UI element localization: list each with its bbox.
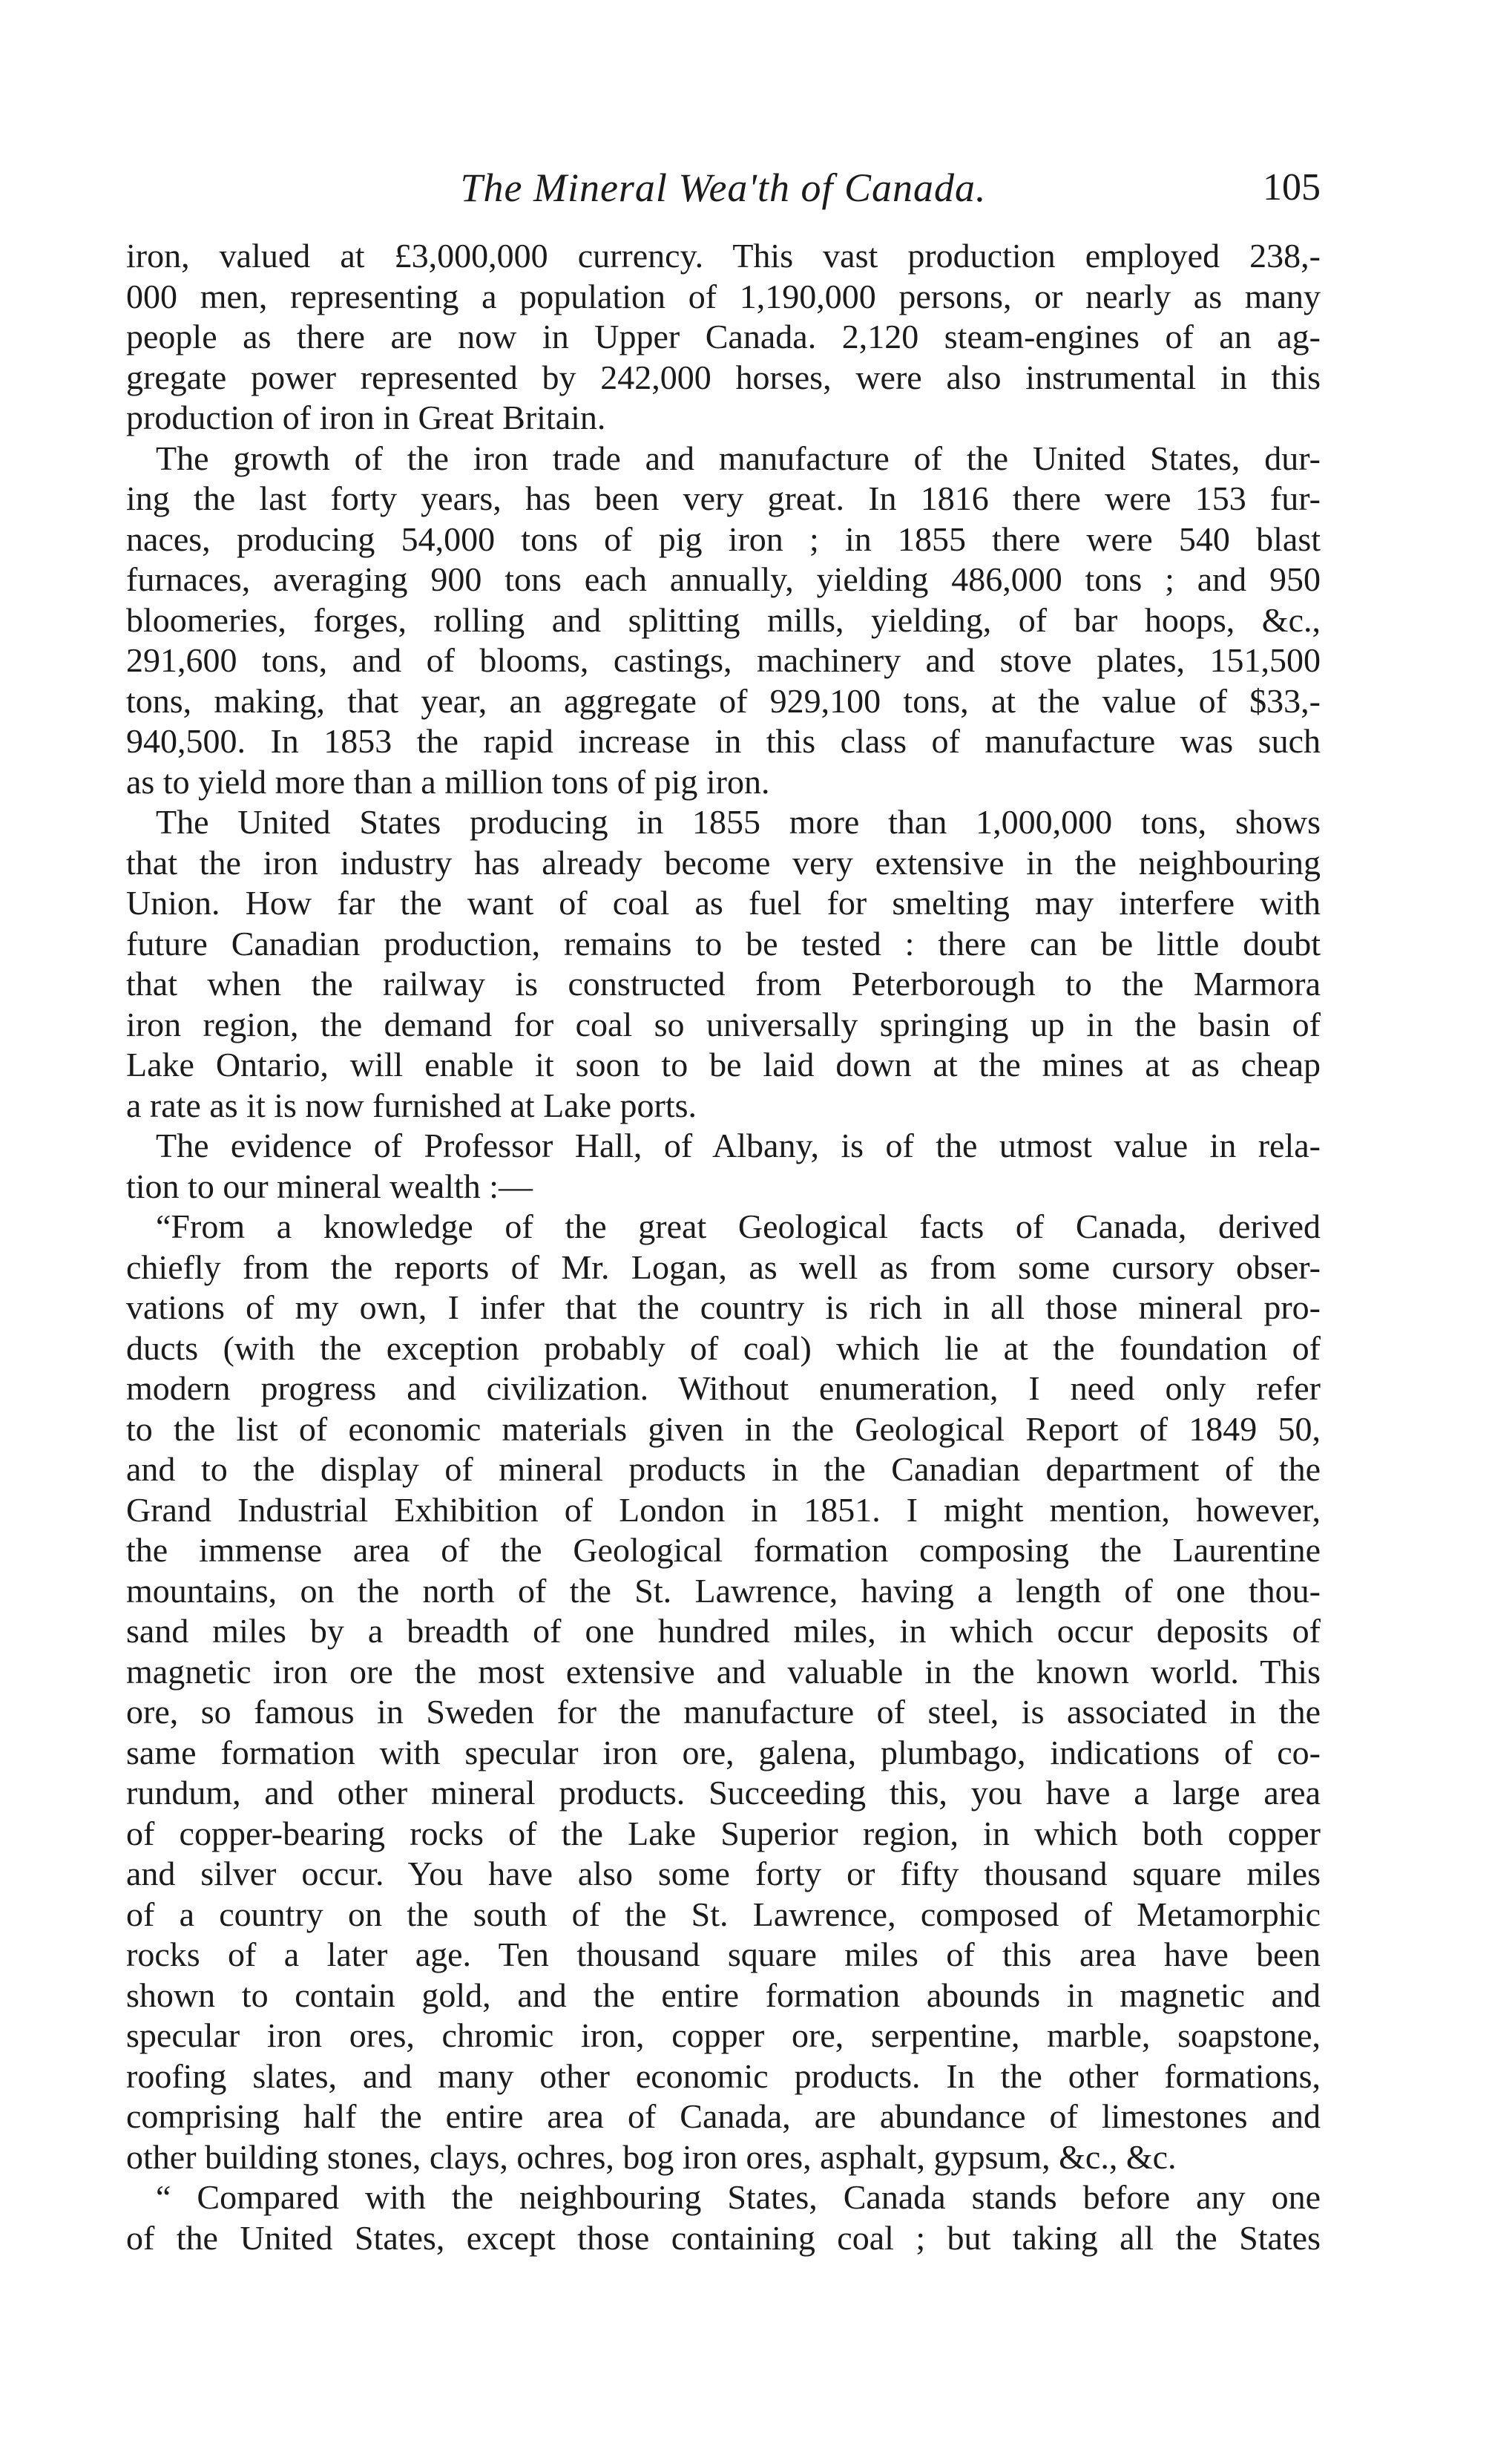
text-line: rundum, and other mineral products. Succeeding this, you have a large area — [126, 1774, 1321, 1812]
page-number: 105 — [1263, 166, 1321, 209]
text-line: specular iron ores, chromic iron, copper ore, serpentine, marble, soapstone, — [126, 2016, 1321, 2054]
text-line: production of iron in Great Britain. — [126, 399, 606, 436]
text-line: chiefly from the reports of Mr. Logan, as well as from some cursory obser- — [126, 1248, 1321, 1286]
text-line: as to yield more than a million tons of pig iron. — [126, 762, 770, 801]
text-line: tons, making, that year, an aggregate of 929,100 tons, at the value of $33,- — [126, 681, 1321, 720]
text-line: of copper-bearing rocks of the Lake Superior region, in which both copper — [126, 1814, 1321, 1852]
text-line: and silver occur. You have also some forty or fifty thousand square miles — [126, 1855, 1321, 1892]
text-line: ing the last forty years, has been very great. In 1816 there were 153 fur- — [126, 479, 1321, 517]
text-line: a rate as it is now furnished at Lake ports. — [126, 1086, 697, 1124]
text-line: of a country on the south of the St. Lawrence, composed of Metamorphic — [126, 1895, 1321, 1933]
text-line: magnetic iron ore the most extensive and valuable in the known world. This — [126, 1652, 1321, 1691]
text-line: ducts (with the exception probably of coal) which lie at the foundation of — [126, 1328, 1321, 1367]
text-line: Grand Industrial Exhibition of London in 1851. I might mention, however, — [126, 1490, 1321, 1529]
text-line: modern progress and civilization. Without enumeration, I need only refer — [126, 1369, 1321, 1407]
text-line: to the list of economic materials given in the Geological Report of 1849 50, — [126, 1409, 1321, 1448]
text-line: roofing slates, and many other economic products. In the other formations, — [126, 2056, 1321, 2095]
text-line: Lake Ontario, will enable it soon to be laid down at the mines at as cheap — [126, 1046, 1321, 1083]
text-line: iron region, the demand for coal so universally springing up in the basin of — [126, 1005, 1321, 1043]
text-line: rocks of a later age. Ten thousand square miles of this area have been — [126, 1935, 1321, 1973]
text-line: Union. How far the want of coal as fuel for smelting may interfere with — [126, 884, 1321, 922]
text-line: tion to our mineral wealth :— — [126, 1167, 533, 1205]
text-line: The growth of the iron trade and manufacture of the United States, dur- — [156, 439, 1321, 477]
text-line: 291,600 tons, and of blooms, castings, machinery and stove plates, 151,500 — [126, 641, 1321, 679]
text-line: The United States producing in 1855 more than 1,000,000 tons, shows — [156, 803, 1321, 841]
text-line: The evidence of Professor Hall, of Albany, is of the utmost value in rela- — [156, 1127, 1321, 1164]
text-line: same formation with specular iron ore, galena, plumbago, indications of co- — [126, 1733, 1321, 1771]
text-line: shown to contain gold, and the entire formation abounds in magnetic and — [126, 1976, 1321, 2014]
body-text — [126, 236, 1321, 2258]
text-line: naces, producing 54,000 tons of pig iron ; in 1855 there were 540 blast — [126, 519, 1321, 558]
text-line: mountains, on the north of the St. Lawrence, having a length of one thou- — [126, 1571, 1321, 1610]
text-line: that when the railway is constructed from Peterborough to the Marmora — [126, 965, 1321, 1003]
text-line: other building stones, clays, ochres, bog iron ores, asphalt, gypsum, &c., &c. — [126, 2137, 1177, 2176]
text-line: comprising half the entire area of Canada, are abundance of limestones and — [126, 2097, 1321, 2135]
text-line: furnaces, averaging 900 tons each annually, yielding 486,000 tons ; and 950 — [126, 560, 1321, 598]
text-line: 940,500. In 1853 the rapid increase in this class of manufacture was such — [126, 722, 1321, 760]
text-line: iron, valued at £3,000,000 currency. This vast production employed 238,- — [126, 237, 1321, 275]
text-line: “ Compared with the neighbouring States, Canada stands before any one — [156, 2178, 1321, 2216]
text-line: sand miles by a breadth of one hundred miles, in which occur deposits of — [126, 1612, 1321, 1650]
text-line: vations of my own, I infer that the country is rich in all those mineral pro- — [126, 1288, 1321, 1326]
text-line: gregate power represented by 242,000 horses, were also instrumental in this — [126, 358, 1321, 396]
text-line: ore, so famous in Sweden for the manufacture of steel, is associated in the — [126, 1693, 1321, 1731]
running-header — [126, 162, 1321, 214]
text-line: people as there are now in Upper Canada. 2,120 steam-engines of an ag- — [126, 318, 1321, 355]
text-line: 000 men, representing a population of 1,190,000 persons, or nearly as many — [126, 277, 1321, 315]
text-line: and to the display of mineral products in the Canadian department of the — [126, 1450, 1321, 1488]
text-line: bloomeries, forges, rolling and splitting mills, yielding, of bar hoops, &c., — [126, 600, 1321, 639]
text-line: future Canadian production, remains to be tested : there can be little doubt — [126, 924, 1321, 963]
text-line: the immense area of the Geological formation composing the Laurentine — [126, 1531, 1321, 1569]
text-line: that the iron industry has already become very extensive in the neighbouring — [126, 843, 1321, 882]
text-line: of the United States, except those containing coal ; but taking all the States — [126, 2218, 1321, 2257]
running-title: The Mineral Wea'th of Canada. — [460, 165, 987, 210]
text-line: “From a knowledge of the great Geological facts of Canada, derived — [156, 1207, 1321, 1245]
